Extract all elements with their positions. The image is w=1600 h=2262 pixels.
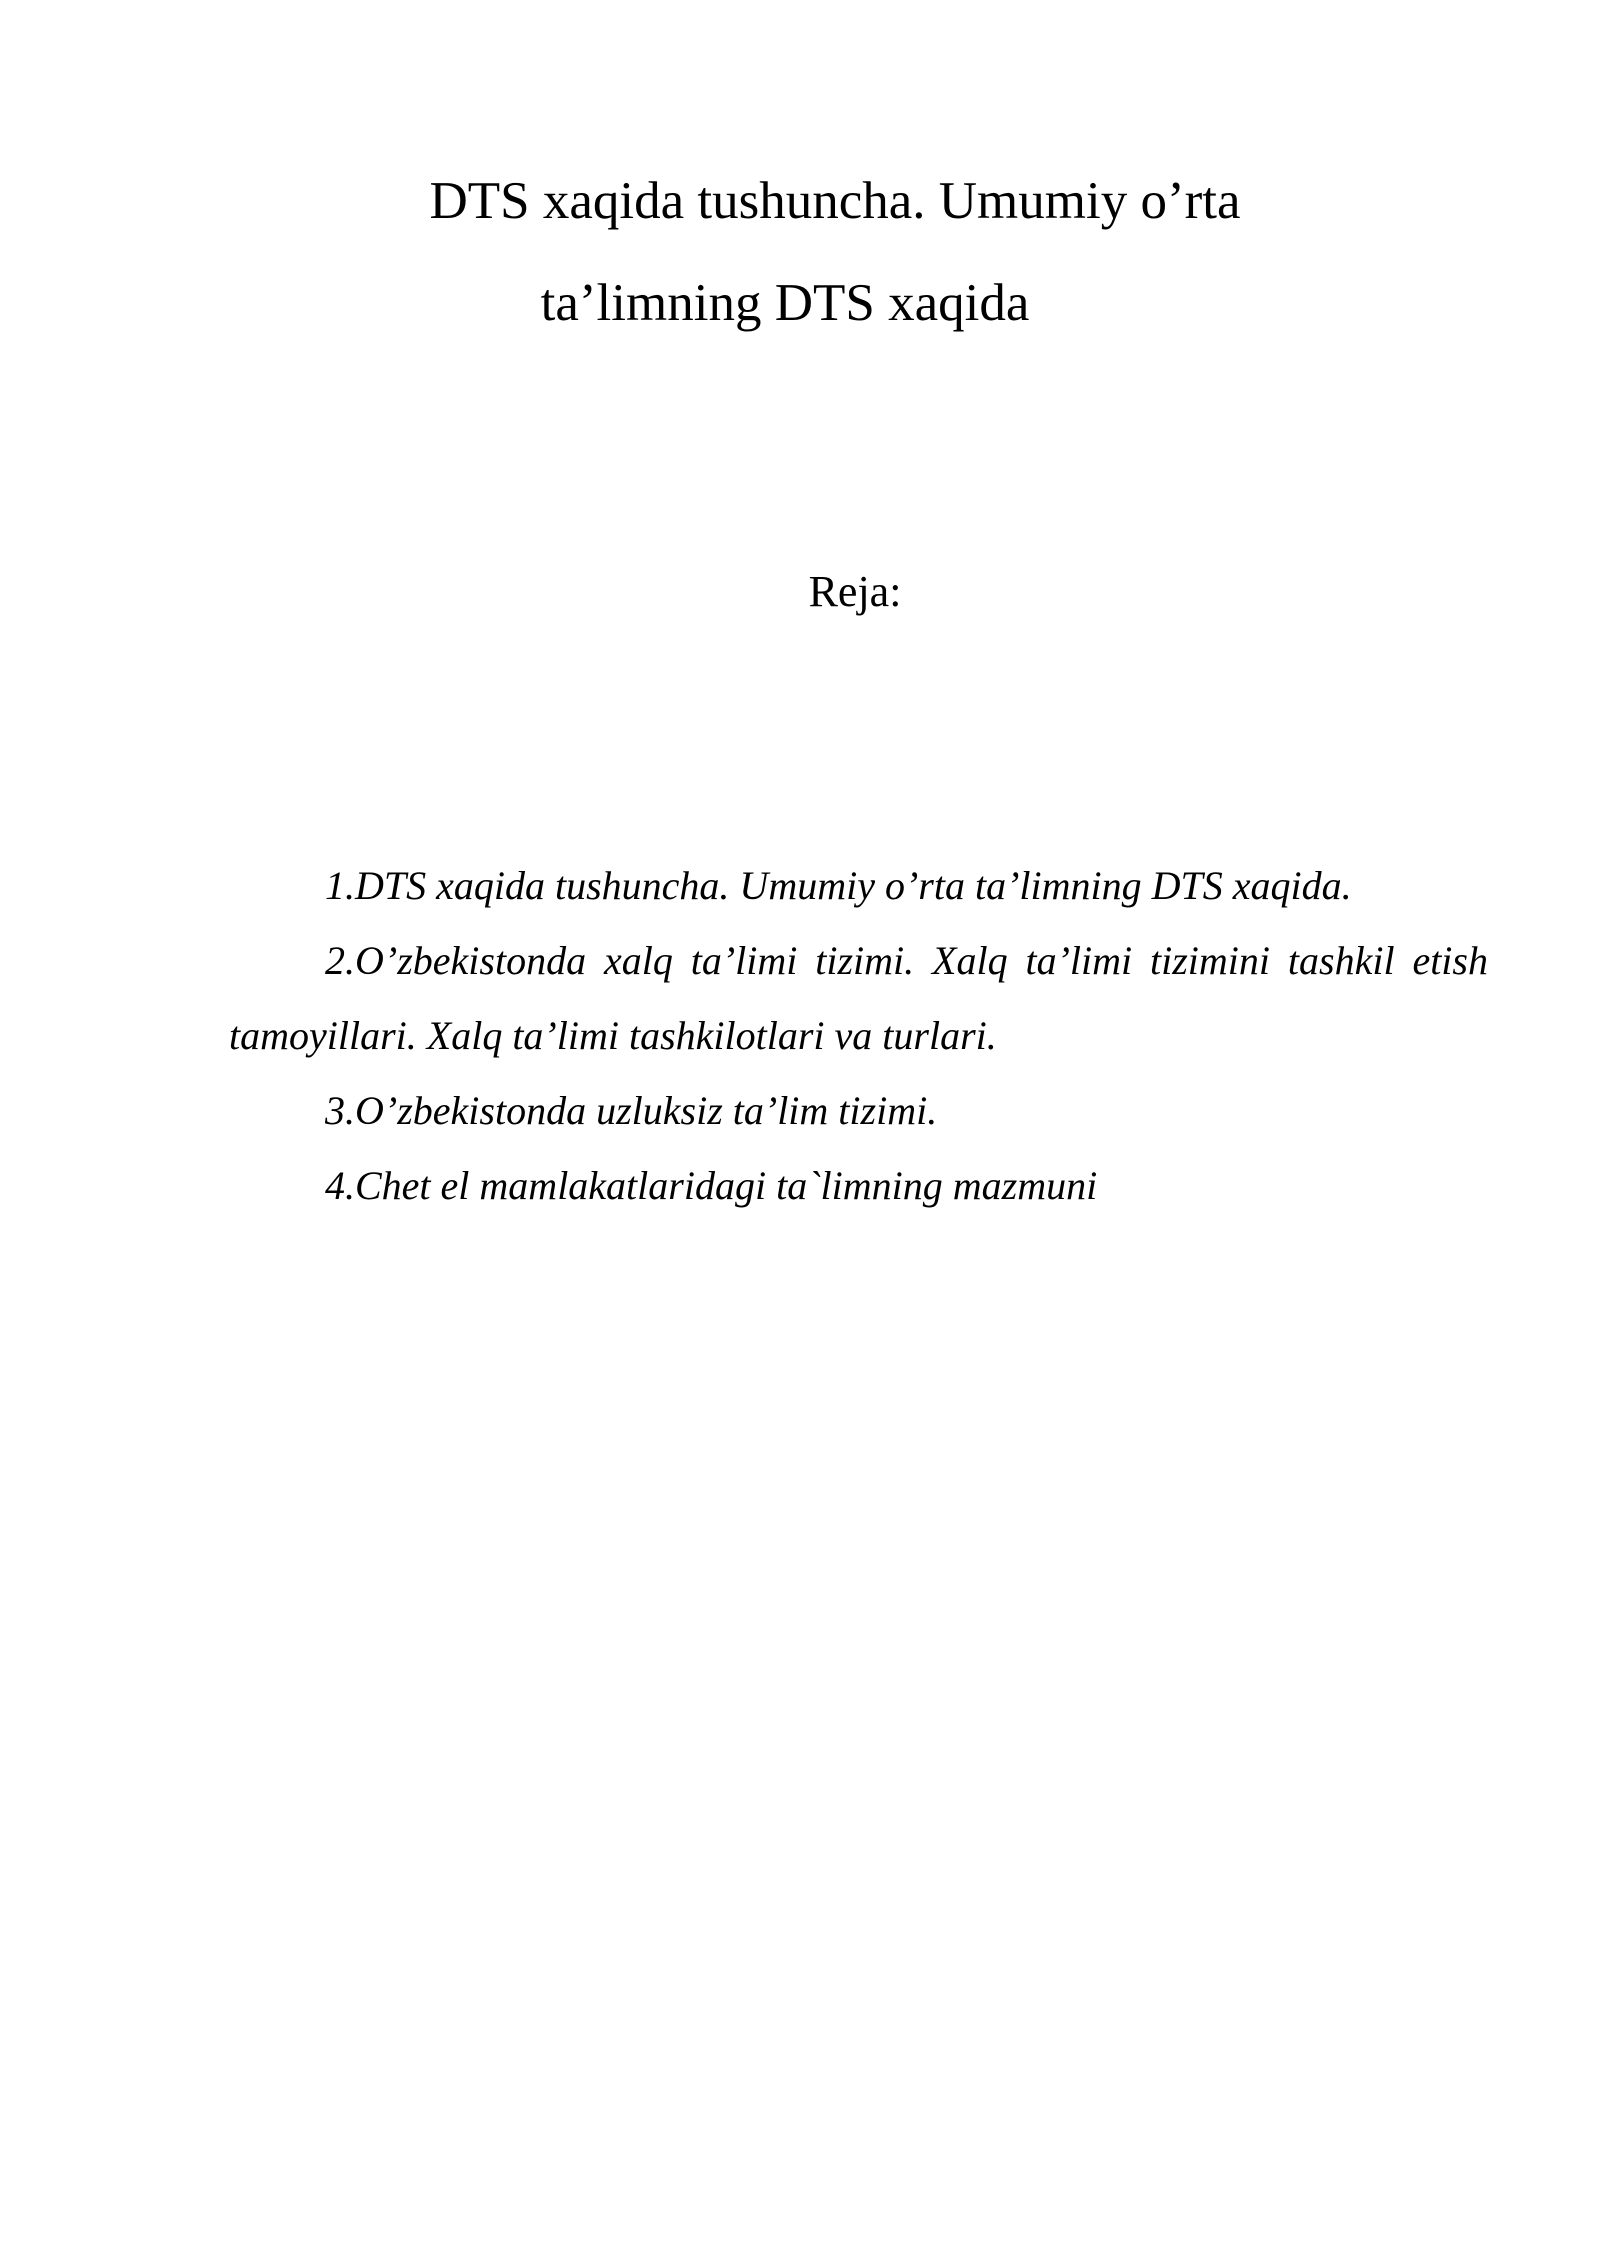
title-line-2: ta’limning DTS xaqida xyxy=(540,274,1030,332)
plan-item-3: 3.O’zbekistonda uzluksiz ta’lim tizimi. xyxy=(325,1088,938,1133)
title-line-1: DTS xaqida tushuncha. Umumiy o’rta xyxy=(429,172,1241,230)
plan-item-4: 4.Chet el mamlakatlaridagi ta`limning mazmuni xyxy=(325,1163,1098,1208)
plan-heading: Reja: xyxy=(808,567,902,616)
page-title xyxy=(230,150,1370,354)
plan-list xyxy=(229,848,1488,1223)
plan-item-1: 1.DTS xaqida tushuncha. Umumiy o’rta ta’limning DTS xaqida. xyxy=(325,863,1352,908)
plan-item-2: 2.O’zbekistonda xalq ta’limi tizimi. Xalq ta’limi tizimini tashkil etish tamoyillari. Xalq ta’limi tashkilotlari va turlari. xyxy=(229,938,1488,1058)
